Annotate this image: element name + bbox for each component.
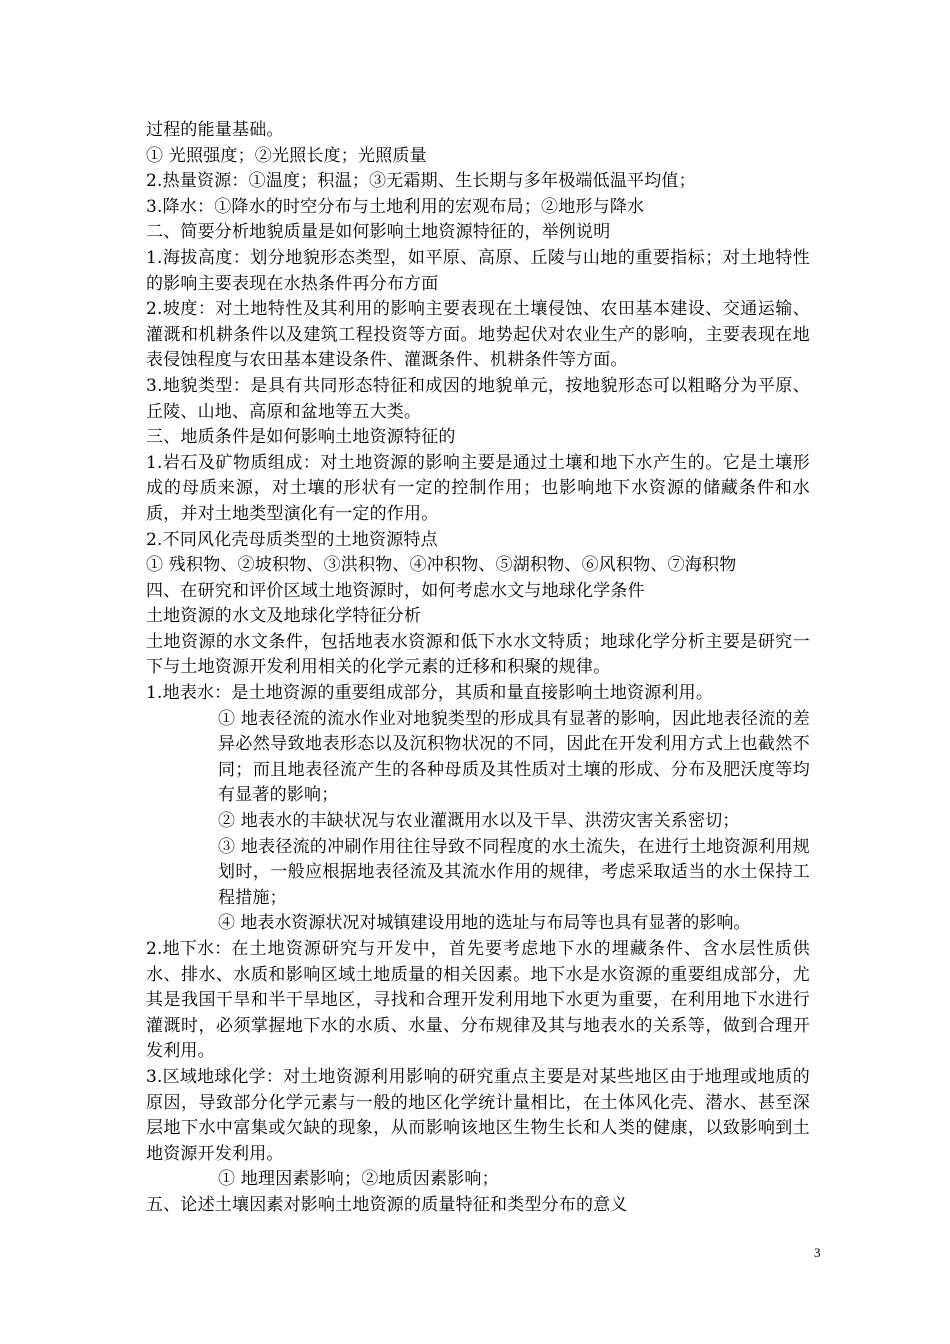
text-line: ① 光照强度；②光照长度；光照质量 [146,145,427,166]
text-paragraph: 1.岩石及矿物质组成：对土地资源的影响主要是通过土壤和地下水产生的。它是土壤形成的母质来源，对土壤的形状有一定的控制作用；也影响地下水资源的储藏条件和水质，并对土地类型演化有一定的作用。 [146,452,810,524]
text-line: ① 残积物、②坡积物、③洪积物、④冲积物、⑤湖积物、⑥风积物、⑦海积物 [146,555,737,576]
item-geochemistry [146,1065,810,1167]
item-text: 对土地资源利用影响的研究重点主要是对某些地区由于地理或地质的原因，导致部分化学元素与一般的地区化学统计量相比，在土体风化壳、潜水、甚至深层地下水中富集或欠缺的现象，从而影响该地区生物生长和人类的健康，以致影响到土地资源开发利用。 [146,1066,810,1164]
text-paragraph: 2.坡度：对土地特性及其利用的影响主要表现在土壤侵蚀、农田基本建设、交通运输、灌溉和机耕条件以及建筑工程投资等方面。地势起伏对农业生产的影响，主要表现在地表侵蚀程度与农田基本建设条件、灌溉条件、机耕条件等方面。 [146,299,810,371]
item-groundwater [146,937,810,1065]
item-label: 2.地下水： [146,939,232,959]
text-paragraph: 土地资源的水文条件，包括地表水资源和低下水水文特质；地球化学分析主要是研究一下与土地资源开发利用相关的化学元素的迁移和积聚的规律。 [146,631,810,678]
section-heading: 二、简要分析地貌质量是如何影响土地资源特征的，举例说明 [146,222,611,243]
sub-item: ① 地表径流的流水作业对地貌类型的形成具有显著的影响，因此地表径流的差异必然导致地表形态以及沉积物状况的不同，因此在开发利用方式上也截然不同；而且地表径流产生的各种母质及其性质对土壤的形成、分布及肥沃度等均有显著的影响； [218,708,810,806]
text-line: 1.地表水：是土地资源的重要组成部分，其质和量直接影响土地资源利用。 [146,683,714,704]
text-line: 2.不同风化壳母质类型的土地资源特点 [146,529,438,550]
text-paragraph: 1.海拔高度：划分地貌形态类型，如平原、高原、丘陵与山地的重要指标；对土地特性的影响主要表现在水热条件再分布方面 [146,247,810,294]
section-heading: 三、地质条件是如何影响土地资源特征的 [146,427,456,448]
item-text: 在土地资源研究与开发中，首先要考虑地下水的埋藏条件、含水层性质供水、排水、水质和影响区域土地质量的相关因素。地下水是水资源的重要组成部分，尤其是我国干旱和半干旱地区，寻找和合理开发利用地下水更为重要，在利用地下水进行灌溉时，必须掌握地下水的水质、水量、分布规律及其与地表水的关系等，做到合理开发利用。 [146,939,810,1062]
sub-item: ④ 地表水资源状况对城镇建设用地的选址与布局等也具有显著的影响。 [218,913,751,934]
document-body [146,118,810,1219]
sub-item: ① 地理因素影响；②地质因素影响； [218,1169,499,1190]
text-line: 3.降水：①降水的时空分布与土地利用的宏观布局；②地形与降水 [146,196,645,217]
sub-item: ② 地表水的丰缺状况与农业灌溉用水以及干旱、洪涝灾害关系密切； [218,811,740,832]
sub-item: ③ 地表径流的冲刷作用往往导致不同程度的水土流失，在进行土地资源利用规划时，一般应根据地表径流及其流水作用的规律，考虑采取适当的水土保持工程措施； [218,836,810,908]
text-line: 过程的能量基础。 [146,120,284,140]
page-number: 3 [814,1245,821,1260]
section-heading: 五、论述土壤因素对影响土地资源的质量特征和类型分布的意义 [146,1194,628,1215]
item-label: 3.区域地球化学： [146,1066,284,1087]
text-paragraph: 3.地貌类型：是具有共同形态特征和成因的地貌单元，按地貌形态可以粗略分为平原、丘陵、山地、高原和盆地等五大类。 [146,375,810,422]
section-heading: 四、在研究和评价区域土地资源时，如何考虑水文与地球化学条件 [146,580,645,601]
text-line: 土地资源的水文及地球化学特征分析 [146,606,422,627]
text-line: 2.热量资源：①温度；积温；③无霜期、生长期与多年极端低温平均值； [146,171,696,192]
